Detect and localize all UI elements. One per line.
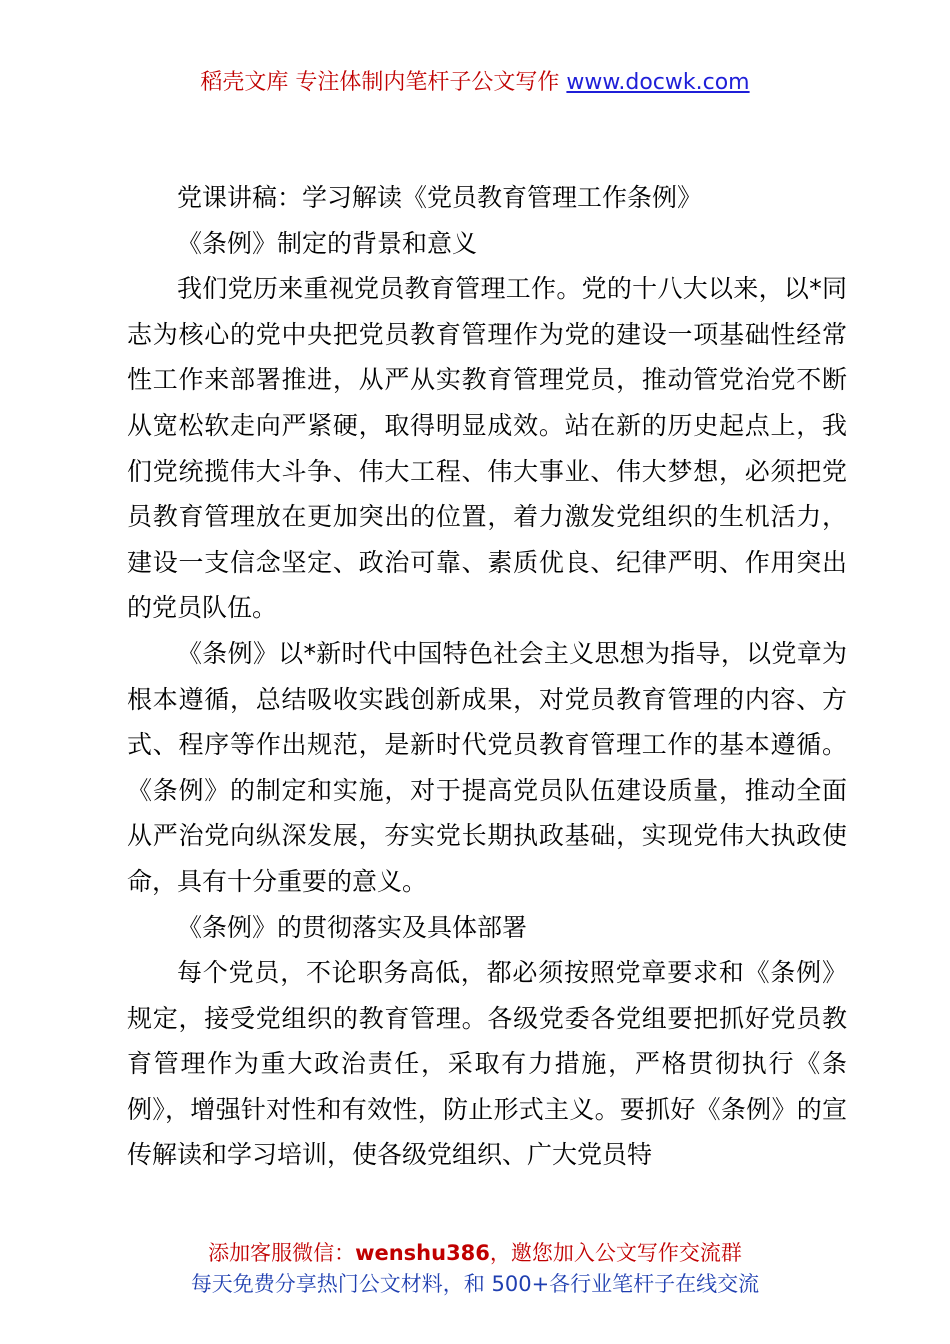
footer-invite-text: ，邀您加入公文写作交流群 <box>489 1241 742 1265</box>
document-body <box>127 175 847 1178</box>
header-website-link[interactable]: www.docwk.com <box>566 70 750 95</box>
header-brand-text: 稻壳文库 专注体制内笔杆子公文写作 <box>200 70 560 95</box>
promo-footer <box>0 1238 950 1300</box>
footer-line-2: 每天免费分享热门公文材料，和 500+各行业笔杆子在线交流 <box>190 1272 760 1296</box>
paragraph-3: 每个党员，不论职务高低，都必须按照党章要求和《条例》规定，接受党组织的教育管理。各级党委各党组要把抓好党员教育管理作为重大政治责任，采取有力措施，严格贯彻执行《条例》，增强针对性和有效性，防止形式主义。要抓好《条例》的宣传解读和学习培训，使各级党组织、广大党员特 <box>127 958 847 1170</box>
paragraph-2: 《条例》以*新时代中国特色社会主义思想为指导，以党章为根本遵循，总结吸收实践创新成果，对党员教育管理的内容、方式、程序等作出规范，是新时代党员教育管理工作的基本遵循。《条例》的制定和实施，对于提高党员队伍建设质量，推动全面从严治党向纵深发展，夯实党长期执政基础，实现党伟大执政使命，具有十分重要的意义。 <box>127 638 847 896</box>
footer-wechat-id: wenshu386 <box>355 1241 490 1265</box>
footer-line-1 <box>0 1238 950 1269</box>
section-heading-background: 《条例》制定的背景和意义 <box>177 228 478 258</box>
document-title: 党课讲稿：学习解读《党员教育管理工作条例》 <box>177 183 703 212</box>
paragraph-1: 我们党历来重视党员教育管理工作。党的十八大以来，以*同志为核心的党中央把党员教育管理作为党的建设一项基础性经常性工作来部署推进，从严从实教育管理党员，推动管党治党不断从宽松软走向严紧硬，取得明显成效。站在新的历史起点上，我们党统揽伟大斗争、伟大工程、伟大事业、伟大梦想，必须把党员教育管理放在更加突出的位置，着力激发党组织的生机活力，建设一支信念坚定、政治可靠、素质优良、纪律严明、作用突出的党员队伍。 <box>127 274 847 623</box>
section-heading-implementation: 《条例》的贯彻落实及具体部署 <box>177 912 528 942</box>
watermark-header <box>0 66 950 100</box>
footer-wechat-prefix: 添加客服微信： <box>208 1241 356 1265</box>
